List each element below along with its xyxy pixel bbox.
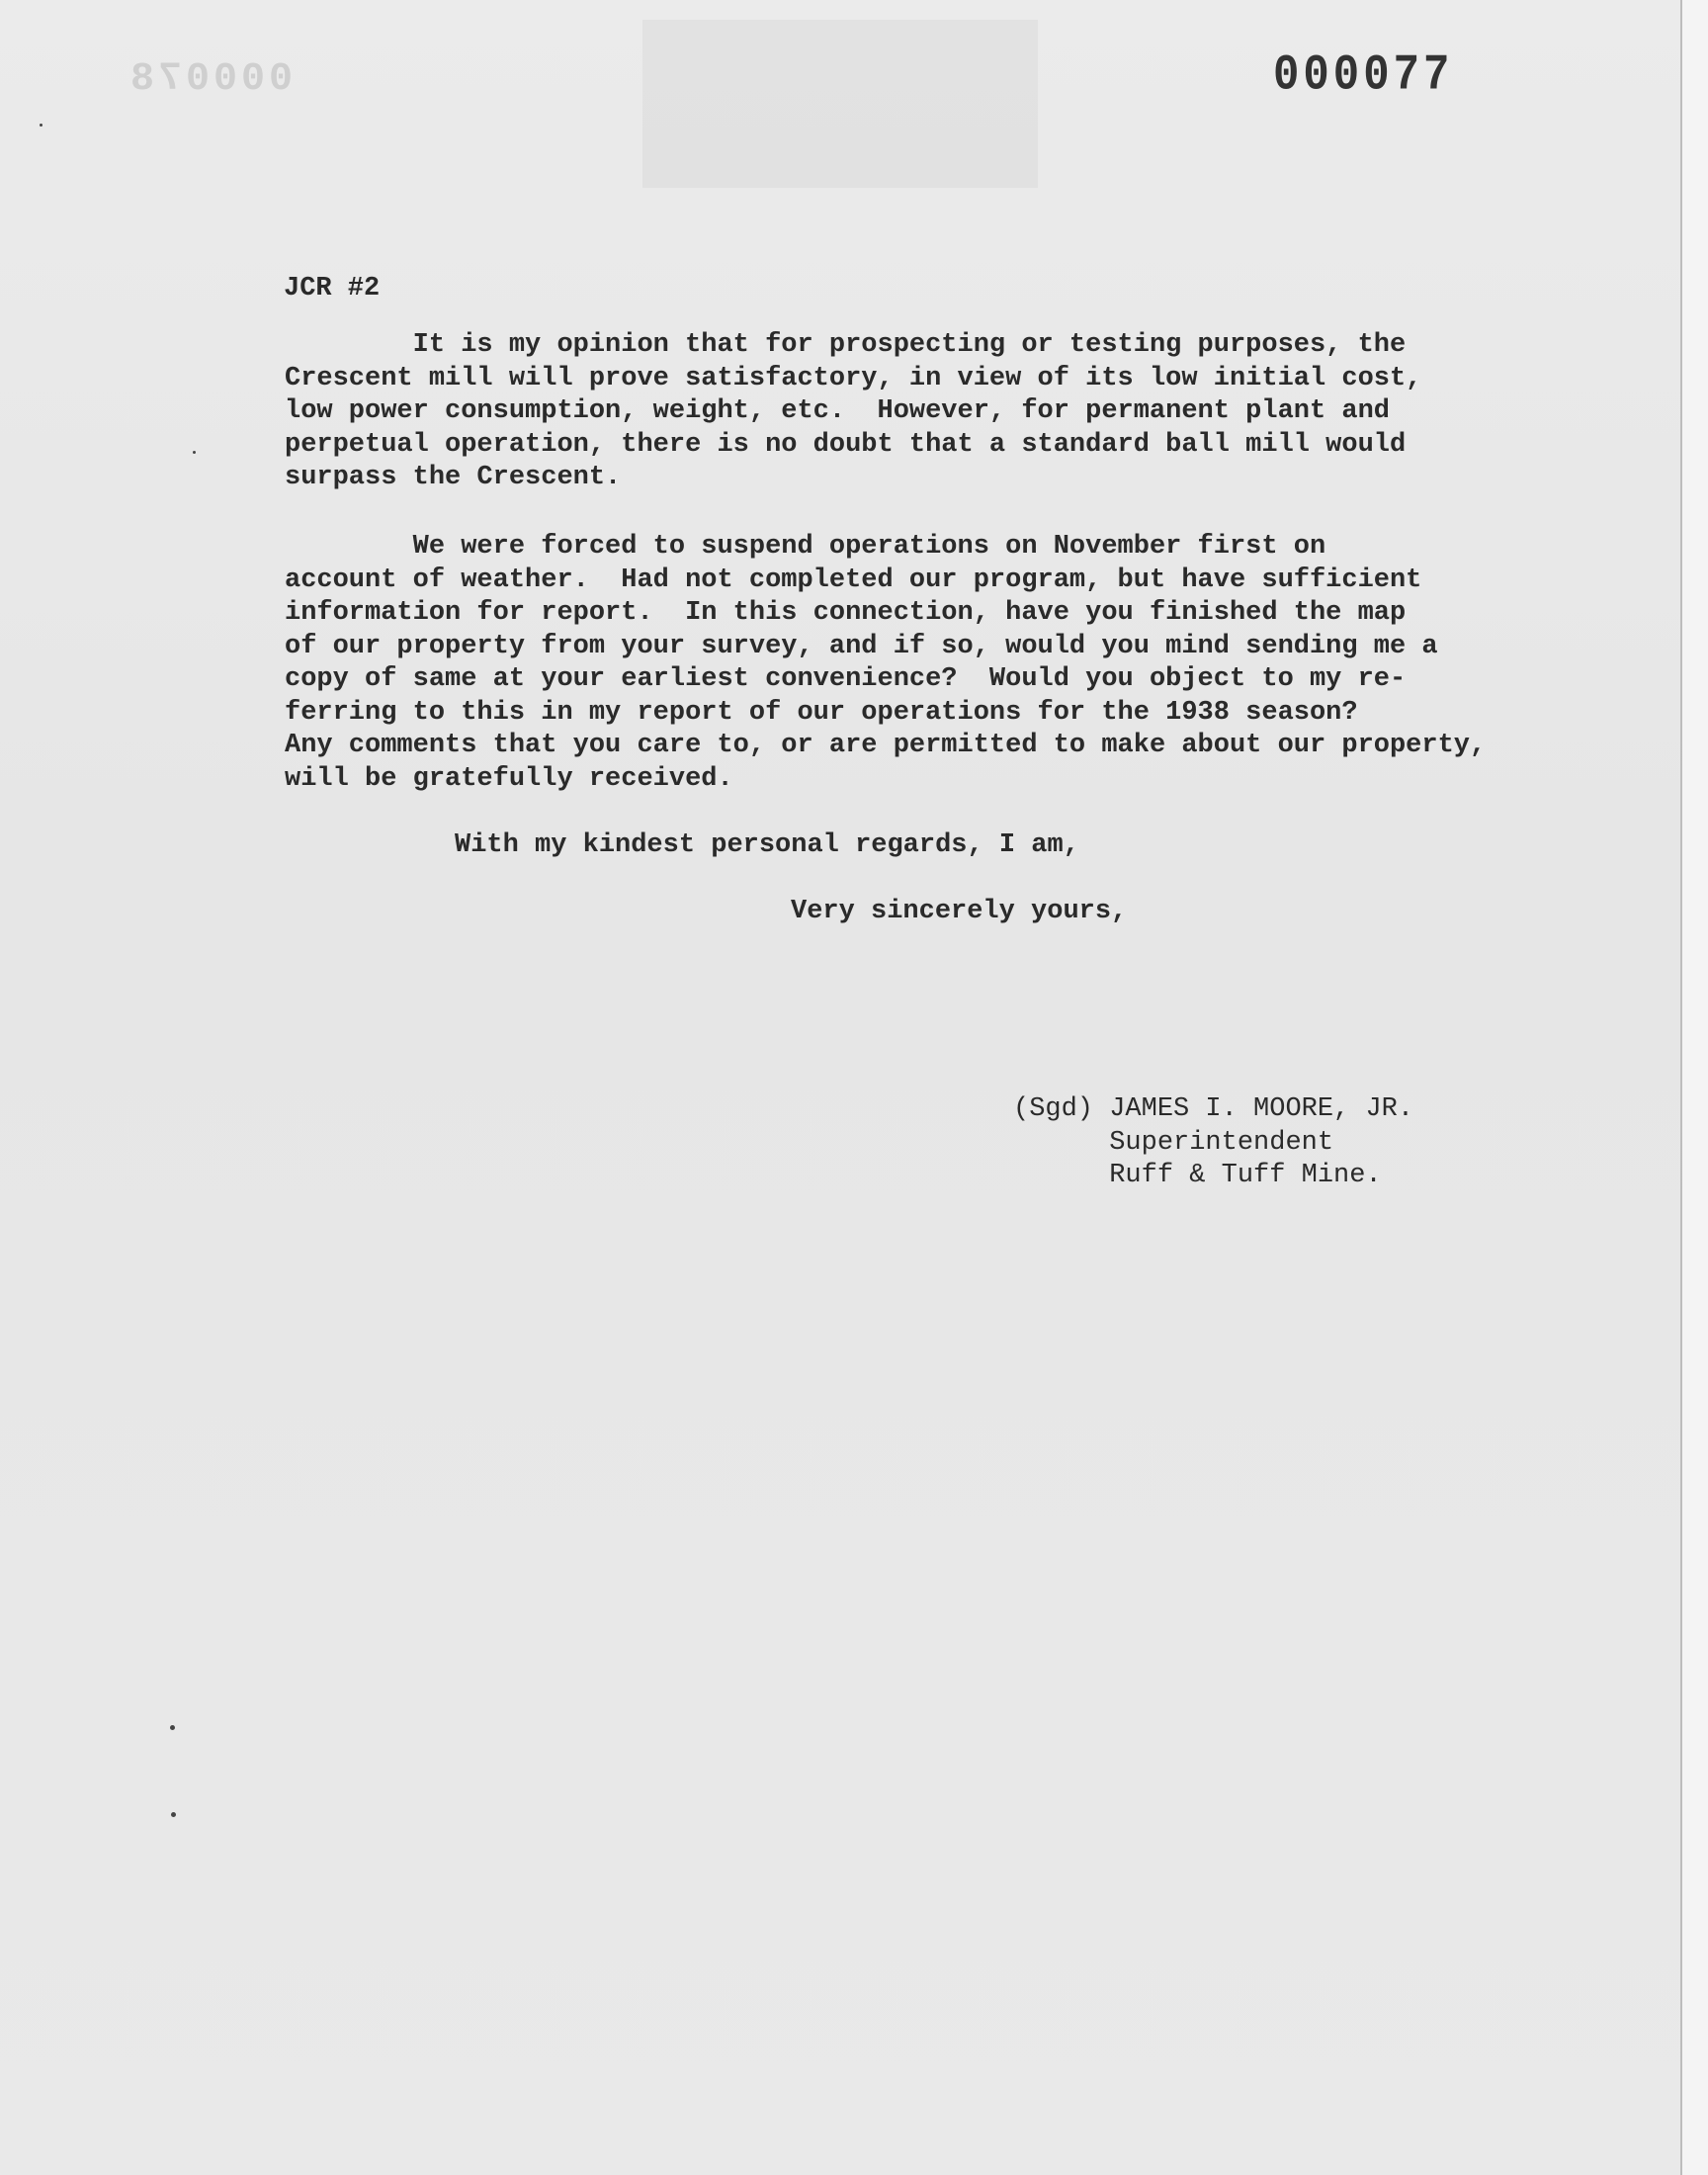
paragraph-1: It is my opinion that for prospecting or testing purposes, the Crescent mill will prove satisfactory, in view of its low initial cost, low power consumption, weight, etc. However, for permanent plant and perpetual operation, there is no doubt that a standard ball mill would surpass the Crescent.: [285, 330, 1422, 492]
valediction: Very sincerely yours,: [791, 897, 1128, 926]
reference-line: JCR #2: [284, 274, 381, 304]
speck-mark: [170, 1725, 175, 1730]
speck-mark: [193, 451, 196, 454]
bleed-through-shadow: [642, 20, 1038, 188]
page-edge: [1680, 0, 1708, 2175]
paragraph-2: We were forced to suspend operations on November first on account of weather. Had not completed our program, but have sufficient information for report. In this connection, have you finished the map of our property from your survey, and if so, would you mind sending me a copy of same at your earliest convenience? Would you object to my re- ferring to this in my report of our operations for the 1938 season? Any comments that you care to, or are permitted to make about our property, will be gratefully received.: [285, 532, 1487, 794]
bleed-through-page-number: 000078: [127, 57, 294, 102]
speck-mark: [40, 124, 43, 127]
closing-line: With my kindest personal regards, I am,: [455, 830, 1079, 860]
page-number-stamp: 000077: [1273, 47, 1454, 105]
speck-mark: [171, 1812, 176, 1817]
signature-block: (Sgd) JAMES I. MOORE, JR. Superintendent Ruff & Tuff Mine.: [1013, 1094, 1414, 1190]
